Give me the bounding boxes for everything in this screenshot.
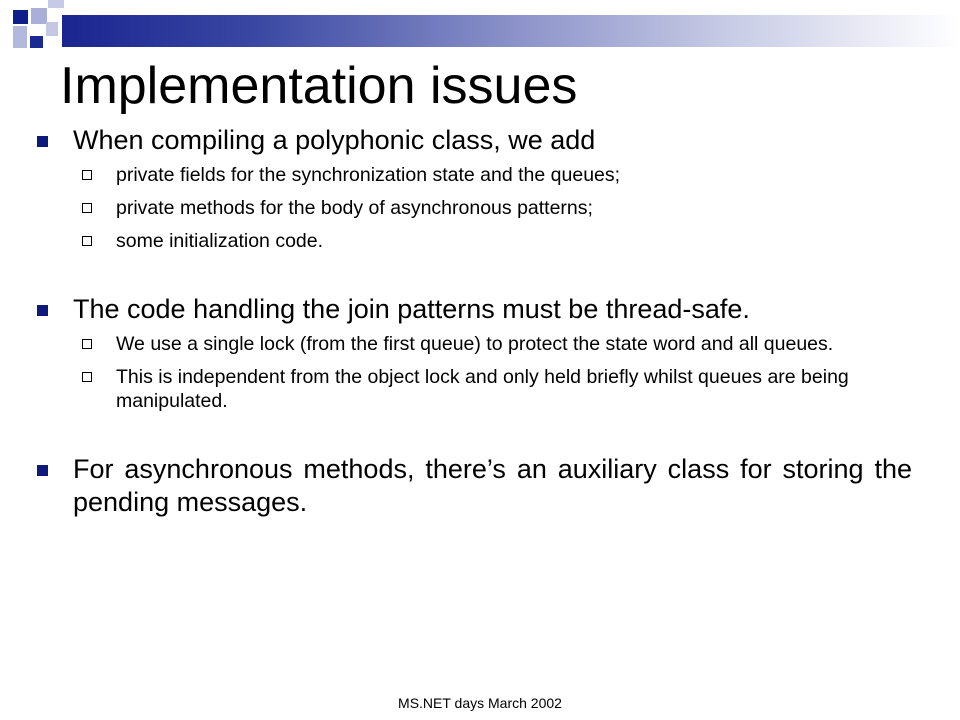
square-bullet-icon [37, 465, 48, 476]
bullet-group-3 [36, 453, 912, 519]
sub-bullet-text: This is independent from the object lock and only held briefly whilst queues are being manipulated. [116, 366, 849, 412]
decorative-square [13, 26, 27, 48]
bullet-item [36, 453, 912, 519]
sub-bullet-item [36, 332, 912, 356]
slide-title: Implementation issues [60, 57, 578, 115]
square-bullet-icon [37, 305, 48, 316]
bullet-text: When compiling a polyphonic class, we add [73, 125, 596, 155]
square-bullet-icon [37, 136, 48, 147]
decorative-square [13, 10, 28, 24]
hollow-square-bullet-icon [82, 203, 92, 213]
bullet-group-2 [36, 293, 912, 413]
slide-content [36, 124, 912, 519]
header-gradient-bar [62, 15, 960, 47]
sub-bullet-text: We use a single lock (from the first queue) to protect the state word and all queues. [116, 333, 834, 355]
sub-bullet-item [36, 365, 912, 413]
decorative-square [48, 0, 64, 8]
decorative-square [30, 36, 43, 48]
bullet-item [36, 293, 912, 326]
bullet-text: The code handling the join patterns must be thread-safe. [73, 294, 750, 324]
hollow-square-bullet-icon [82, 339, 92, 349]
decorative-square [46, 22, 58, 36]
sub-bullet-text: private fields for the synchronization state and the queues; [116, 164, 621, 186]
hollow-square-bullet-icon [82, 372, 92, 382]
sub-bullet-item [36, 229, 912, 253]
hollow-square-bullet-icon [82, 236, 92, 246]
slide-footer: MS.NET days March 2002 [398, 695, 562, 711]
sub-bullet-text: private methods for the body of asynchronous patterns; [116, 197, 593, 219]
sub-bullet-text: some initialization code. [116, 230, 324, 252]
sub-bullet-list [36, 332, 912, 413]
bullet-text: For asynchronous methods, there’s an auxiliary class for storing the pending messages. [73, 454, 912, 517]
hollow-square-bullet-icon [82, 170, 92, 180]
sub-bullet-list [36, 163, 912, 253]
sub-bullet-item [36, 196, 912, 220]
sub-bullet-item [36, 163, 912, 187]
decorative-square [31, 8, 47, 24]
bullet-item [36, 124, 912, 157]
bullet-group-1 [36, 124, 912, 253]
